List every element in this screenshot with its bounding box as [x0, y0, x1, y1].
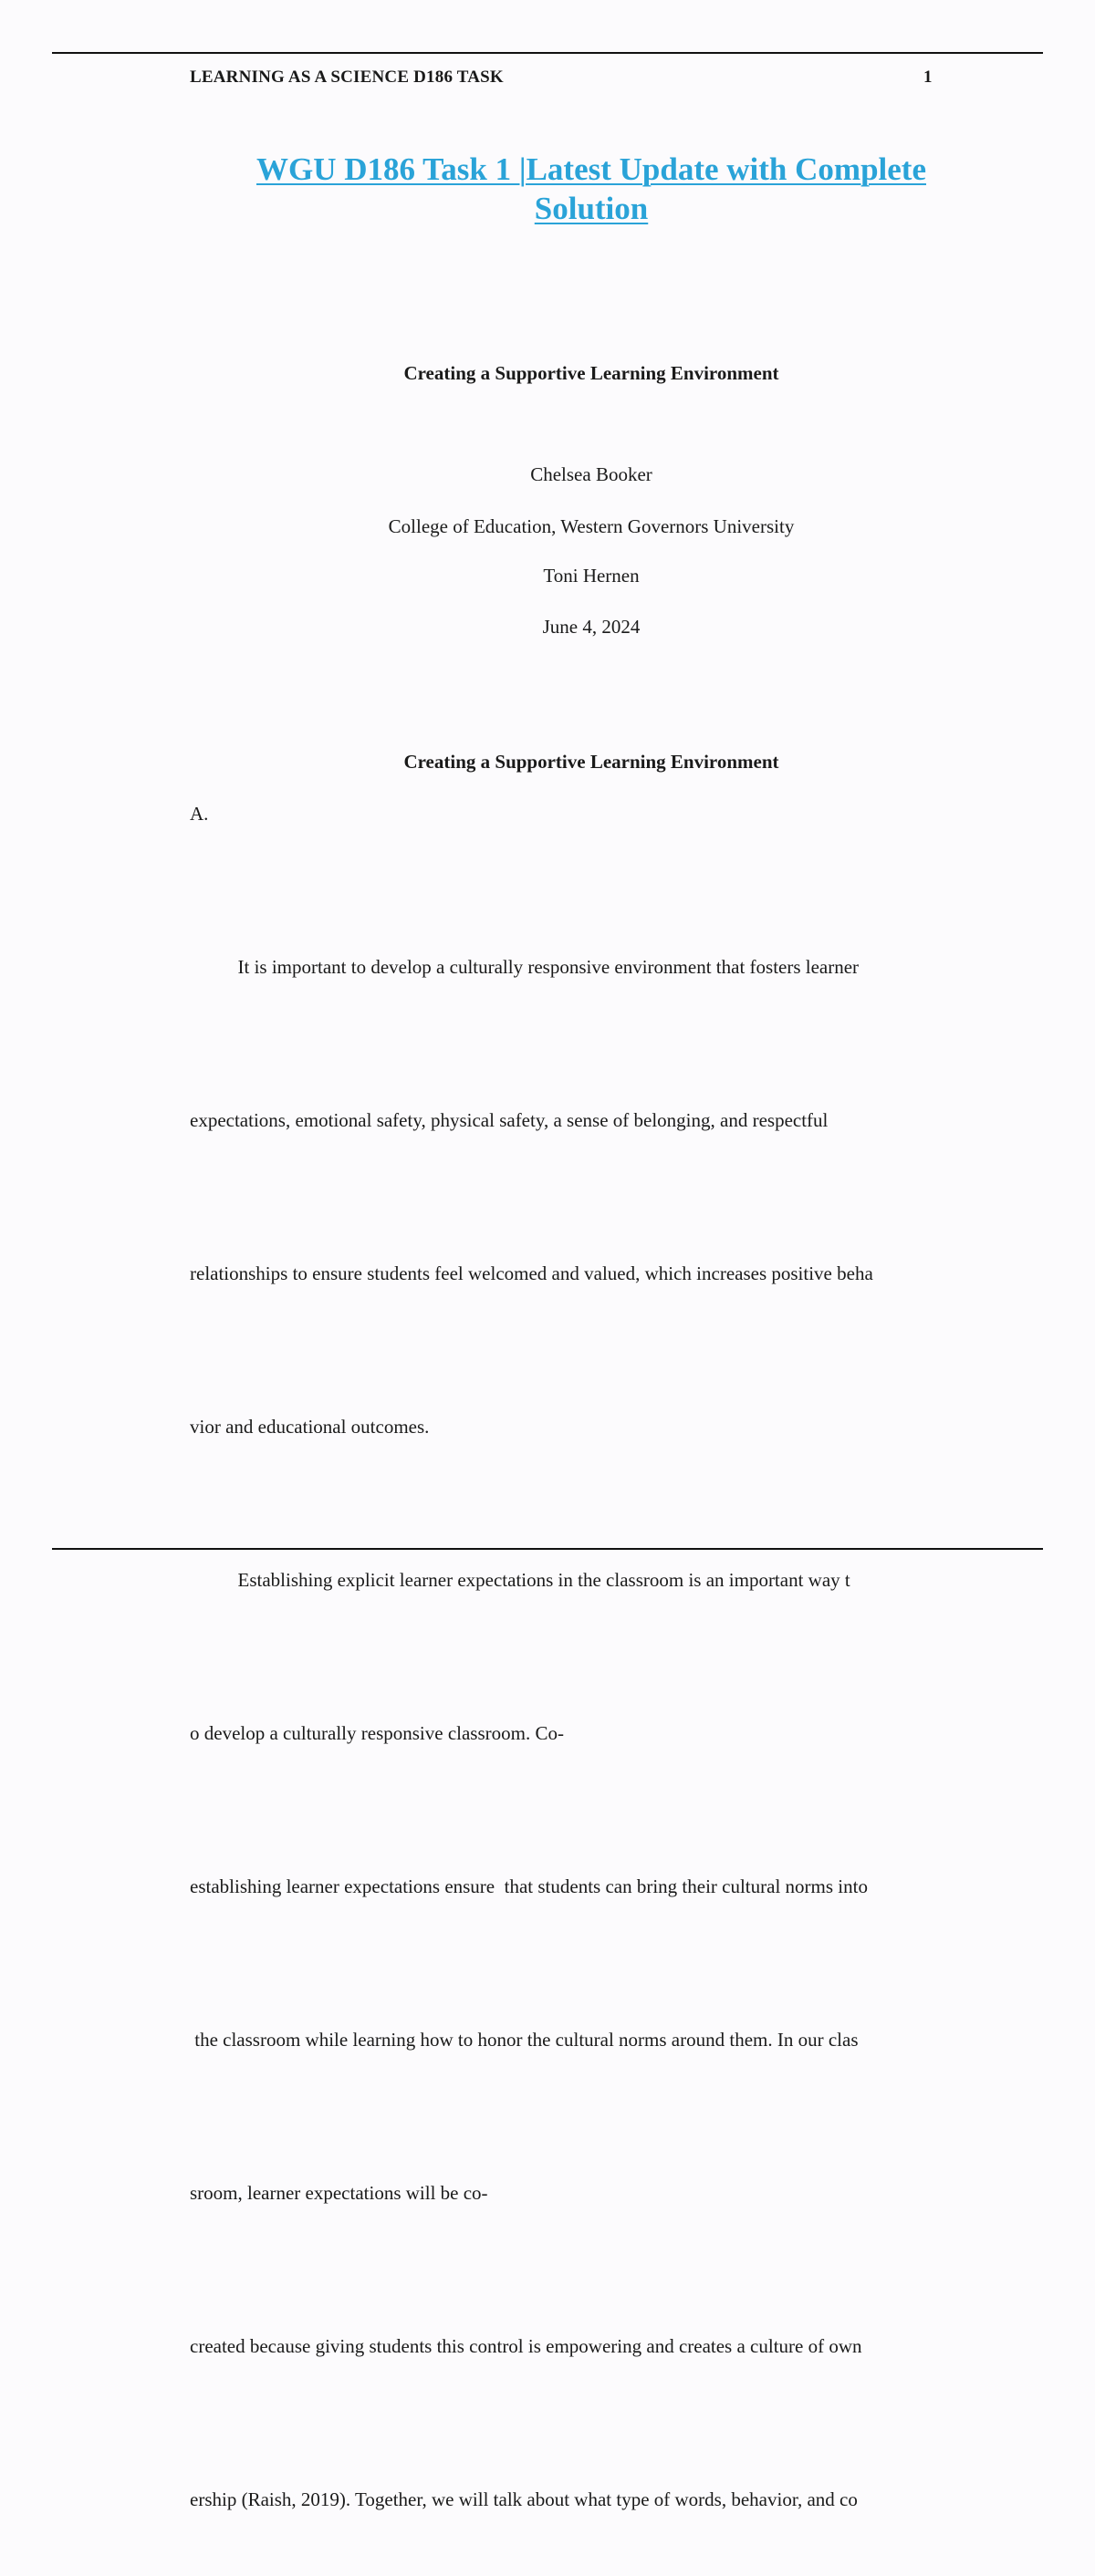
- title-link[interactable]: [182, 150, 1000, 228]
- body-heading: Creating a Supportive Learning Environment: [403, 751, 779, 773]
- affiliation: College of Education, Western Governors University: [388, 515, 795, 537]
- section-label: A.: [190, 803, 209, 825]
- body-line: establishing learner expectations ensure that students can bring their cultural norms into: [190, 1875, 868, 1897]
- body-line: o develop a culturally responsive classroom. Co-: [190, 1722, 564, 1744]
- body-paragraph: [190, 839, 993, 2576]
- body-line: relationships to ensure students feel welcomed and valued, which increases positive beha: [190, 1262, 873, 1284]
- body-line: It is important to develop a culturally responsive environment that fosters learner: [190, 956, 860, 978]
- body-line: the classroom while learning how to honor the cultural norms around them. In our clas: [190, 2029, 859, 2051]
- footer-rule: [52, 1548, 1043, 1550]
- title-link-line-1[interactable]: WGU D186 Task 1 |Latest Update with Complete: [256, 151, 926, 187]
- body-line: sroom, learner expectations will be co-: [190, 2182, 488, 2204]
- title-link-line-2[interactable]: Solution: [534, 191, 649, 226]
- body-line: ership (Raish, 2019). Together, we will talk about what type of words, behavior, and co: [190, 2488, 858, 2510]
- body-line: Establishing explicit learner expectations in the classroom is an important way t: [190, 1569, 850, 1591]
- body-line: expectations, emotional safety, physical safety, a sense of belonging, and respectful: [190, 1109, 829, 1131]
- instructor-name: Toni Hernen: [543, 565, 640, 587]
- date: June 4, 2024: [542, 616, 641, 638]
- author-name: Chelsea Booker: [530, 463, 652, 485]
- page-number: 1: [923, 68, 933, 87]
- paper-title: Creating a Supportive Learning Environment: [403, 362, 779, 384]
- body-line: created because giving students this control is empowering and creates a culture of own: [190, 2335, 862, 2357]
- running-head: LEARNING AS A SCIENCE D186 TASK: [190, 68, 504, 87]
- header-rule: [52, 52, 1043, 54]
- body-line: vior and educational outcomes.: [190, 1416, 430, 1438]
